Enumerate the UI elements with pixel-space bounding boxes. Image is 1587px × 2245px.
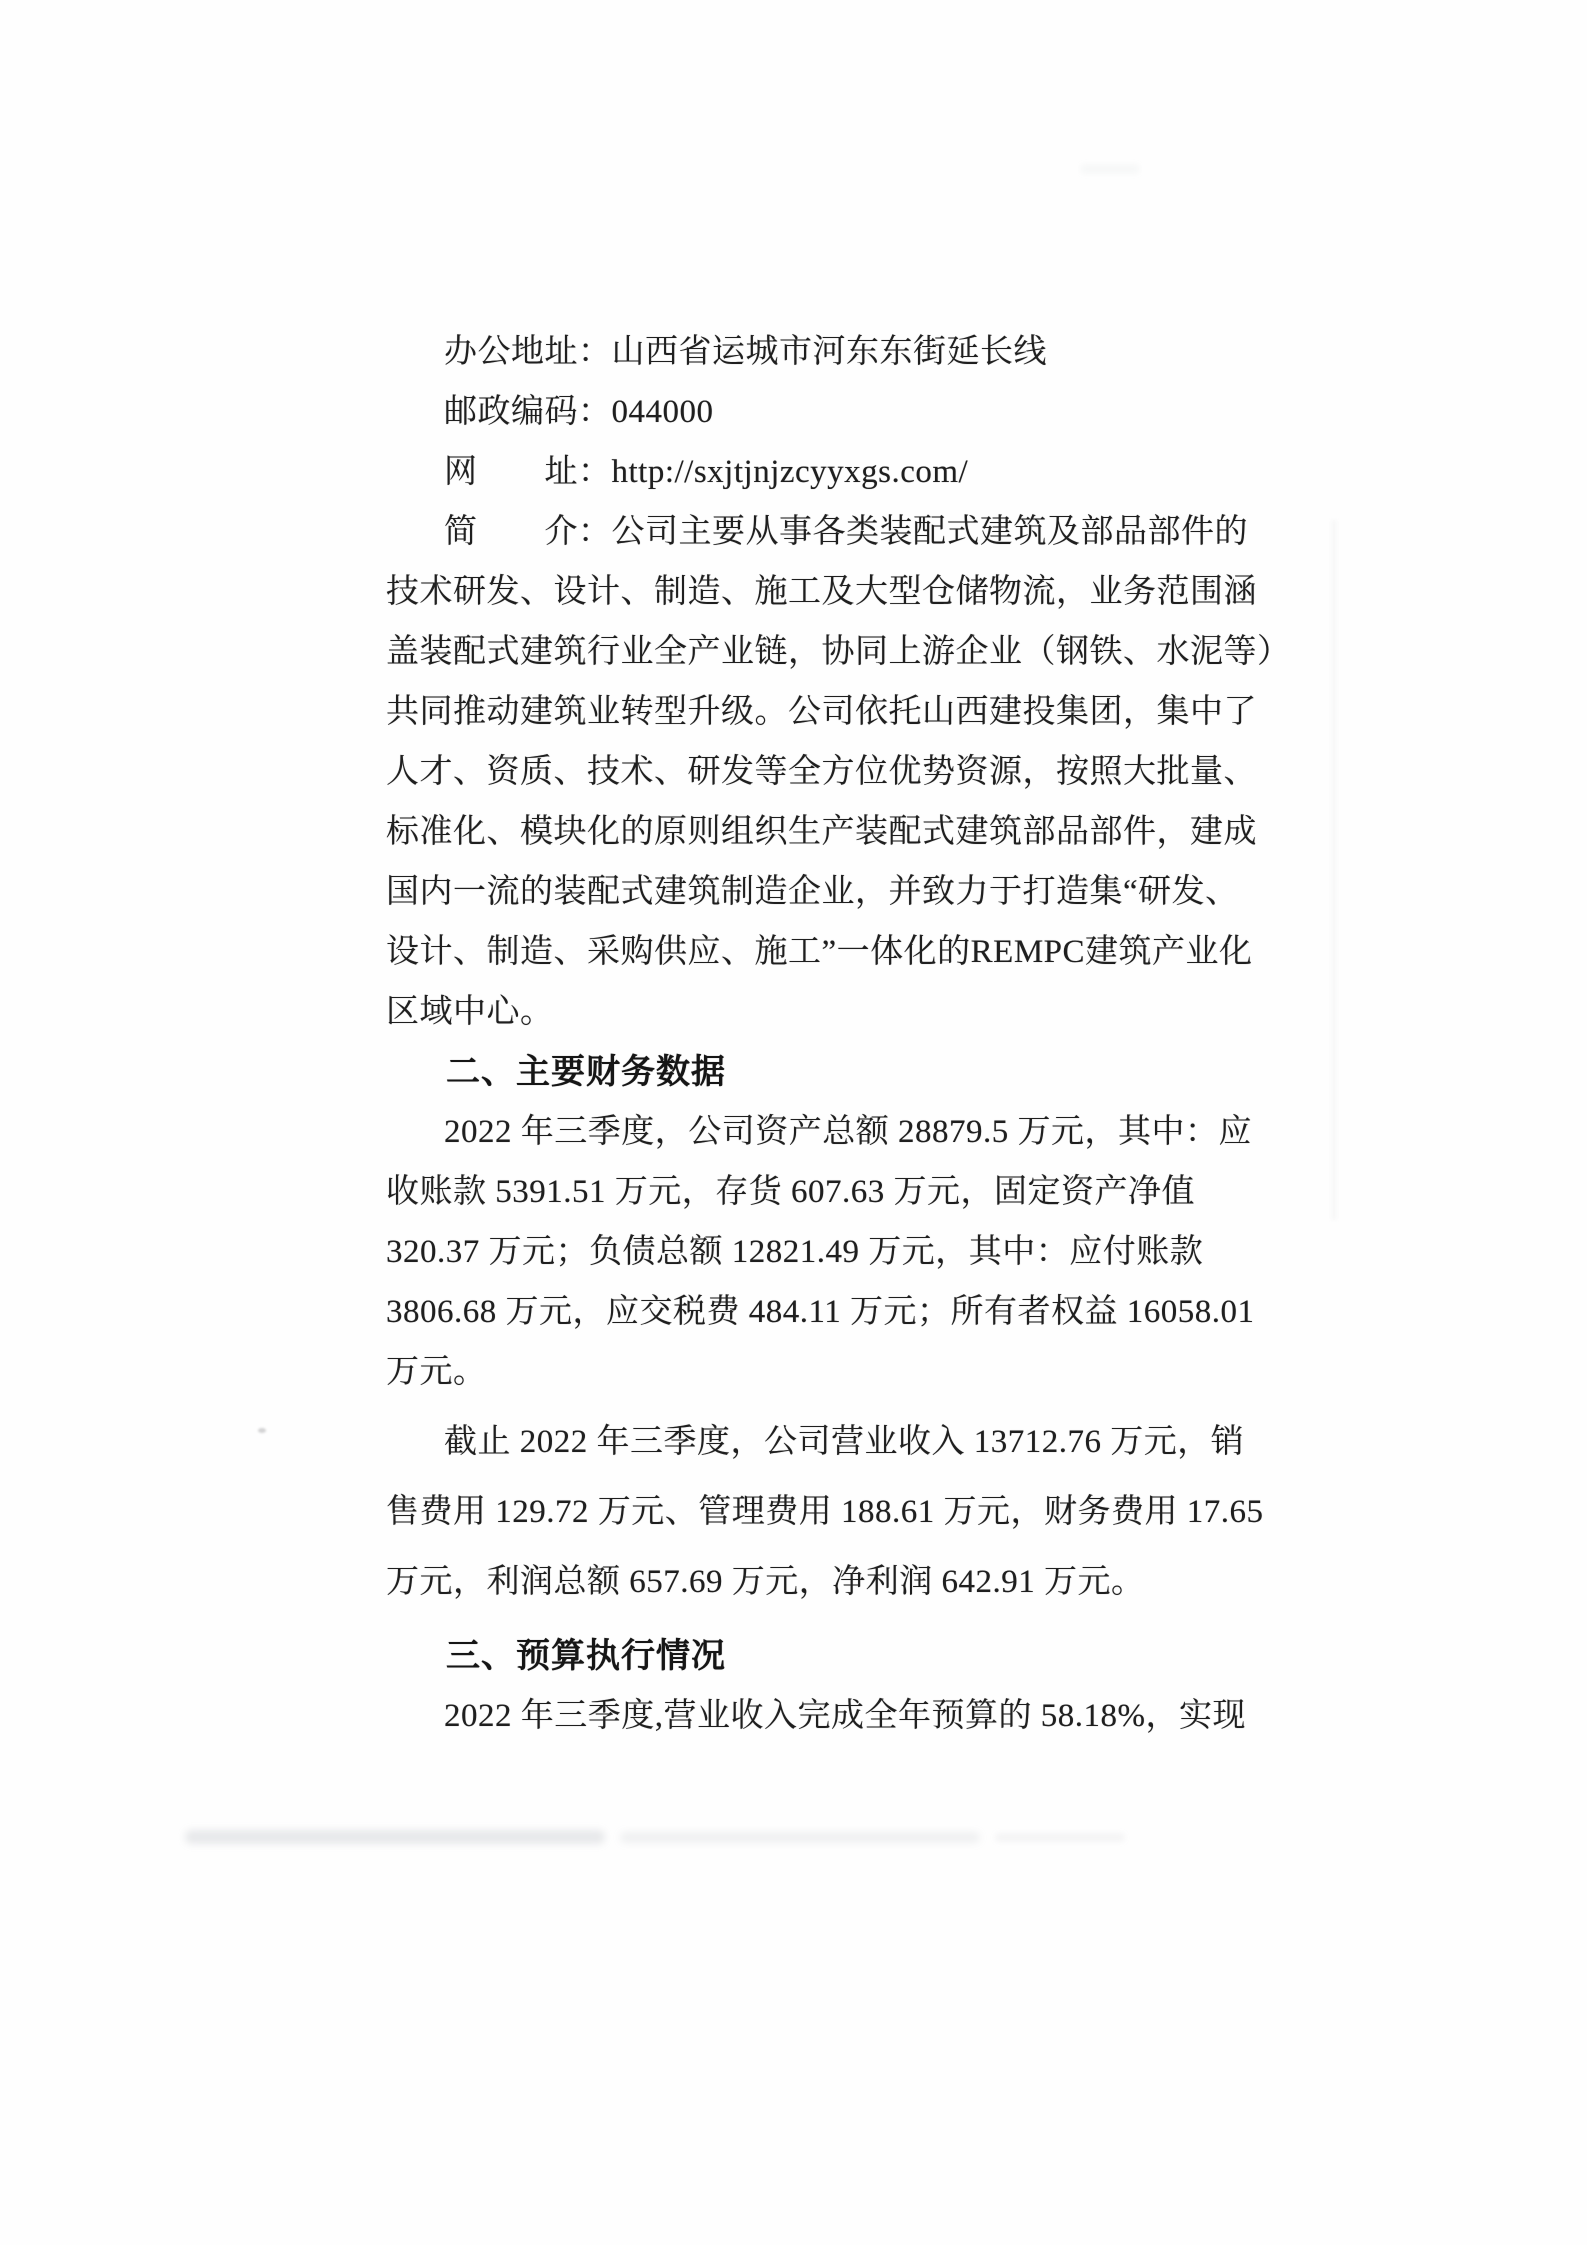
revenue-profit-paragraph-line: 截止 2022 年三季度，公司营业收入 13712.76 万元，销	[444, 1424, 1245, 1460]
company-intro-paragraph-line: 技术研发、设计、制造、施工及大型仓储物流，业务范围涵	[386, 574, 1257, 610]
company-intro-paragraph-line: 人才、资质、技术、研发等全方位优势资源，按照大批量、	[386, 754, 1257, 790]
section-heading-financial-data: 二、主要财务数据	[446, 1053, 726, 1091]
assets-liabilities-paragraph-line: 320.37 万元；负债总额 12821.49 万元，其中：应付账款	[386, 1234, 1204, 1270]
postal-code-line: 邮政编码：044000	[444, 394, 714, 430]
scan-smudge-artifact	[620, 1832, 980, 1843]
scan-speck-artifact	[258, 1428, 266, 1433]
scan-streak-artifact	[1332, 520, 1336, 1220]
assets-liabilities-paragraph-line: 万元。	[386, 1354, 487, 1390]
company-intro-paragraph-line: 标准化、模块化的原则组织生产装配式建筑部品部件，建成	[386, 814, 1257, 850]
company-intro-paragraph-line: 盖装配式建筑行业全产业链，协同上游企业（钢铁、水泥等）	[386, 634, 1291, 670]
assets-liabilities-paragraph-line: 收账款 5391.51 万元，存货 607.63 万元，固定资产净值	[386, 1174, 1195, 1210]
company-intro-paragraph-line: 区域中心。	[386, 994, 554, 1030]
company-intro-paragraph-line: 国内一流的装配式建筑制造企业，并致力于打造集“研发、	[386, 874, 1239, 910]
company-intro-paragraph-line: 简 介：公司主要从事各类装配式建筑及部品部件的	[444, 514, 1248, 550]
scan-mark-artifact	[1080, 164, 1140, 174]
company-intro-paragraph-line: 共同推动建筑业转型升级。公司依托山西建投集团，集中了	[386, 694, 1257, 730]
assets-liabilities-paragraph-line: 2022 年三季度，公司资产总额 28879.5 万元，其中：应	[444, 1114, 1252, 1150]
scan-smudge-artifact	[995, 1833, 1125, 1842]
revenue-profit-paragraph-line: 万元，利润总额 657.69 万元，净利润 642.91 万元。	[386, 1564, 1145, 1600]
scan-smudge-artifact	[185, 1830, 605, 1844]
website-line: 网 址：http://sxjtjnjzcyyxgs.com/	[444, 454, 969, 490]
section-heading-budget-execution: 三、预算执行情况	[446, 1637, 726, 1675]
budget-execution-paragraph-line: 2022 年三季度,营业收入完成全年预算的 58.18%，实现	[444, 1698, 1246, 1734]
document-text-block	[386, 322, 1291, 1746]
assets-liabilities-paragraph-line: 3806.68 万元，应交税费 484.11 万元；所有者权益 16058.01	[386, 1294, 1255, 1330]
company-intro-paragraph-line: 设计、制造、采购供应、施工”一体化的REMPC建筑产业化	[386, 934, 1253, 970]
revenue-profit-paragraph-line: 售费用 129.72 万元、管理费用 188.61 万元，财务费用 17.65	[386, 1494, 1264, 1530]
office-address-line: 办公地址：山西省运城市河东东街延长线	[444, 334, 1047, 370]
